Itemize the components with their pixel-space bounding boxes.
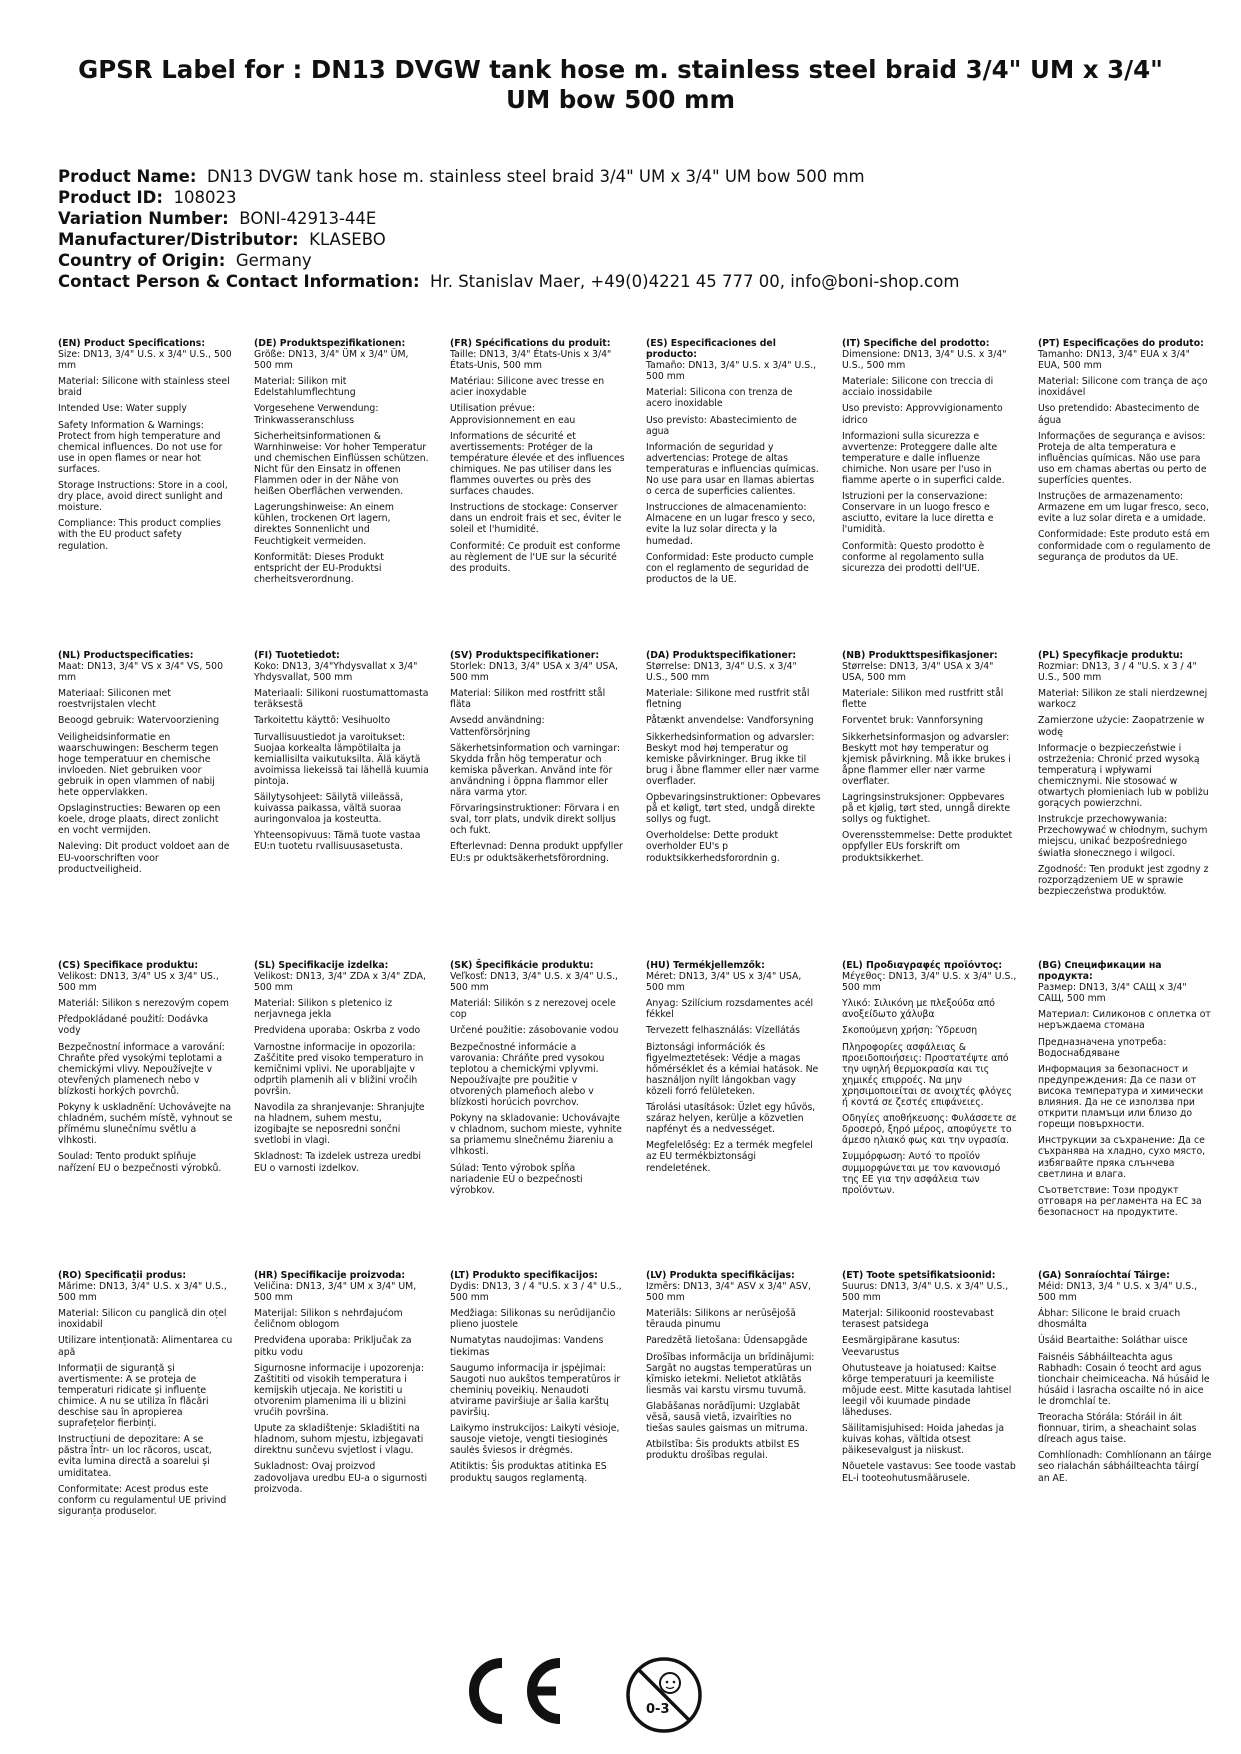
spec-line: Съответствие: Този продукт отговаря на регламента на ЕС за безопасност на продуктите. xyxy=(1038,1184,1202,1218)
spec-block-da xyxy=(646,650,821,864)
spec-heading: (HU) Termékjellemzők: xyxy=(646,960,765,971)
spec-line: Velikost: DN13, 3/4" ZDA x 3/4" ZDA, 500 mm xyxy=(254,971,426,994)
info-value: DN13 DVGW tank hose m. stainless steel braid 3/4" UM x 3/4" UM bow 500 mm xyxy=(206,167,865,186)
ce-mark-icon xyxy=(452,1655,567,1727)
spec-heading: (CS) Specifikace produktu: xyxy=(58,960,199,971)
spec-line: Treoracha Stórála: Stóráil in áit fionnuar, tirim, a sheachaint solas díreach agus taise. xyxy=(1038,1412,1197,1446)
spec-line: Material: Silikon med rostfritt stål fläta xyxy=(450,688,606,711)
spec-block-lt xyxy=(450,1270,625,1484)
spec-line: Předpokládané použití: Dodávka vody xyxy=(58,1014,209,1037)
spec-line: Paredzētā lietošana: Ūdensapgāde xyxy=(646,1335,808,1347)
spec-line: Tamaño: DN13, 3/4" U.S. x 3/4" U.S., 500 mm xyxy=(646,360,817,383)
spec-line: Tamanho: DN13, 3/4" EUA x 3/4" EUA, 500 mm xyxy=(1038,349,1190,372)
spec-block-bg xyxy=(1038,960,1213,1218)
spec-line: Atbilstība: Šis produkts atbilst ES produktu drošības regulai. xyxy=(646,1439,800,1462)
spec-block-en xyxy=(58,338,233,552)
spec-line: Pokyny na skladovanie: Uchovávajte v chladnom, suchom mieste, vyhnite sa priamemu slnečnému žiareniu a vlhkosti. xyxy=(450,1113,622,1158)
spec-line: Materiale: Silikon med rustfritt stål flette xyxy=(842,688,1004,711)
spec-heading: (PT) Especificações do produto: xyxy=(1038,338,1204,349)
spec-line: Material: Silicone with stainless steel braid xyxy=(58,376,230,399)
spec-line: Soulad: Tento produkt splňuje nařízení EU o bezpečnosti výrobků. xyxy=(58,1151,222,1174)
spec-line: Πληροφορίες ασφάλειας & προειδοποιήσεις: Προστατέψτε από την υψηλή θερμοκρασία και τις χημικές επιρροές. Να μην χρησιμοποιείται σε ανοιχτές φλόγες ή κοντά σε ζεστές επιφάνειες. xyxy=(842,1041,1012,1109)
spec-line: Velikost: DN13, 3/4" US x 3/4" US., 500 mm xyxy=(58,971,219,994)
spec-line: Instrukcje przechowywania: Przechowywać w chłodnym, suchym miejscu, unikać bezpośredniego światła słonecznego i wilgoci. xyxy=(1038,814,1208,859)
spec-line: Conformità: Questo prodotto è conforme al regolamento sulla sicurezza dei prodotti dell'UE. xyxy=(842,540,985,574)
spec-line: Medžiaga: Silikonas su nerūdijančio plieno juostele xyxy=(450,1308,616,1331)
spec-line: Μέγεθος: DN13, 3/4" U.S. x 3/4" U.S., 500 mm xyxy=(842,971,1017,994)
spec-line: Intended Use: Water supply xyxy=(58,403,187,415)
spec-line: Úsáid Beartaithe: Soláthar uisce xyxy=(1038,1335,1188,1347)
spec-line: Material: Silikon s pletenico iz nerjavnega jekla xyxy=(254,998,393,1021)
spec-line: Σκοπούμενη χρήση: Ύδρευση xyxy=(842,1025,978,1037)
spec-line: Materiaal: Siliconen met roestvrijstalen vlecht xyxy=(58,688,171,711)
spec-line: Materiál: Silikon s nerezovým copem xyxy=(58,998,229,1010)
spec-heading: (EN) Product Specifications: xyxy=(58,338,206,349)
not-for-children-0-3-icon xyxy=(624,1655,704,1735)
spec-heading: (GA) Sonraíochtaí Táirge: xyxy=(1038,1270,1170,1281)
info-value: Hr. Stanislav Maer, +49(0)4221 45 777 00, info@boni-shop.com xyxy=(430,272,960,291)
spec-line: Οδηγίες αποθήκευσης: Φυλάσσετε σε δροσερό, ξηρό μέρος, αποφύγετε το άμεσο ηλιακό φως και την υγρασία. xyxy=(842,1113,1017,1147)
spec-heading: (RO) Specificații produs: xyxy=(58,1270,187,1281)
spec-heading: (SK) Špecifikácie produktu: xyxy=(450,960,594,971)
spec-line: Veličina: DN13, 3/4" UM x 3/4" UM, 500 mm xyxy=(254,1281,417,1304)
spec-line: Tarkoitettu käyttö: Vesihuolto xyxy=(254,715,391,727)
spec-line: Atitiktis: Šis produktas atitinka ES produktų saugos reglamentą. xyxy=(450,1461,607,1484)
spec-line: Dydis: DN13, 3 / 4 "U.S. x 3 / 4" U.S., 500 mm xyxy=(450,1281,622,1304)
spec-line: Υλικό: Σιλικόνη με πλεξούδα από ανοξείδωτο χάλυβα xyxy=(842,998,995,1021)
spec-line: Súlad: Tento výrobok spĺňa nariadenie EÚ o bezpečnosti výrobkov. xyxy=(450,1162,583,1196)
spec-line: Conformité: Ce produit est conforme au règlement de l'UE sur la sécurité des produits. xyxy=(450,540,621,574)
info-value: KLASEBO xyxy=(309,230,386,249)
spec-line: Utilizare intenționată: Alimentarea cu apă xyxy=(58,1335,233,1358)
info-label: Manufacturer/Distributor: xyxy=(58,230,299,249)
spec-line: Conformidade: Este produto está em conformidade com o regulamento de segurança de produtos da UE. xyxy=(1038,529,1211,563)
spec-line: Veiligheidsinformatie en waarschuwingen: Bescherm tegen hoge temperatuur en chemische invloeden. Niet gebruiken voor gebruik in open vlammen of nabij hete oppervlakken. xyxy=(58,731,219,799)
spec-line: Material: Silicona con trenza de acero inoxidable xyxy=(646,387,793,410)
spec-line: Overensstemmelse: Dette produktet oppfyller EUs forskrift om produktsikkerhet. xyxy=(842,830,1013,864)
spec-line: Conformidad: Este producto cumple con el reglamento de seguridad de productos de la UE. xyxy=(646,551,814,585)
spec-line: Veľkosť: DN13, 3/4" U.S. x 3/4" U.S., 500 mm xyxy=(450,971,619,994)
spec-line: Zgodność: Ten produkt jest zgodny z rozporządzeniem UE w sprawie bezpieczeństwa produktów. xyxy=(1038,863,1209,897)
spec-line: Méid: DN13, 3/4 " U.S. x 3/4" U.S., 500 mm xyxy=(1038,1281,1198,1304)
spec-heading: (NB) Produkttspesifikasjoner: xyxy=(842,650,998,661)
info-row xyxy=(58,166,1188,187)
spec-block-fi xyxy=(254,650,429,853)
spec-line: Megfelelőség: Ez a termék megfelel az EU termékbiztonsági rendeletének. xyxy=(646,1140,813,1174)
spec-line: Určené použitie: zásobovanie vodou xyxy=(450,1025,619,1037)
label-title: GPSR Label for : DN13 DVGW tank hose m. stainless steel braid 3/4" UM x 3/4" UM bow 500 mm xyxy=(78,55,1163,114)
spec-line: Инструкции за съхранение: Да се съхранява на хладно, сухо място, избягвайте пряка слънчева светлина и влага. xyxy=(1038,1135,1206,1180)
spec-line: Lagerungshinweise: An einem kühlen, trockenen Ort lagern, direktes Sonnenlicht und Feuchtigkeit vermeiden. xyxy=(254,502,394,547)
spec-heading: (LT) Produkto specifikacijos: xyxy=(450,1270,598,1281)
spec-heading: (IT) Specifiche del prodotto: xyxy=(842,338,990,349)
info-value: BONI-42913-44E xyxy=(239,209,377,228)
spec-line: Material: Silikon mit Edelstahlumflechtung xyxy=(254,376,356,399)
spec-line: Materiał: Silikon ze stali nierdzewnej warkocz xyxy=(1038,688,1208,711)
spec-line: Drošības informācija un brīdinājumi: Sargāt no augstas temperatūras un ķīmisko ietekmi. Nelietot atklātās liesmās vai karstu virsmu tuvumā. xyxy=(646,1351,815,1396)
spec-line: Förvaringsinstruktioner: Förvara i en sval, torr plats, undvik direkt solljus och fukt. xyxy=(450,803,620,837)
spec-line: Utilisation prévue: Approvisionnement en eau xyxy=(450,403,576,426)
info-row xyxy=(58,250,1188,271)
spec-line: Dimensione: DN13, 3/4" U.S. x 3/4" U.S., 500 mm xyxy=(842,349,1007,372)
spec-heading: (SV) Produktspecifikationer: xyxy=(450,650,600,661)
spec-line: Avsedd användning: Vattenförsörjning xyxy=(450,715,545,738)
spec-line: Upute za skladištenje: Skladištiti na hladnom, suhom mjestu, izbjegavati direktnu sunčevu svjetlost i vlagu. xyxy=(254,1423,424,1457)
spec-line: Maat: DN13, 3/4" VS x 3/4" VS, 500 mm xyxy=(58,661,223,684)
spec-line: Efterlevnad: Denna produkt uppfyller EU:s pr oduktsäkerhetsförordning. xyxy=(450,841,623,864)
spec-heading: (FI) Tuotetiedot: xyxy=(254,650,340,661)
spec-line: Opbevaringsinstruktioner: Opbevares på et køligt, tørt sted, undgå direkte sollys og fugt. xyxy=(646,792,821,826)
info-label: Product ID: xyxy=(58,188,163,207)
spec-line: Predvidena uporaba: Oskrba z vodo xyxy=(254,1025,421,1037)
spec-line: Conformitate: Acest produs este conform cu regulamentul UE privind siguranța produselor. xyxy=(58,1483,227,1517)
spec-line: Størrelse: DN13, 3/4" USA x 3/4" USA, 500 mm xyxy=(842,661,994,684)
spec-line: Turvallisuustiedot ja varoitukset: Suojaa korkealta lämpötilalta ja kemiallisilta vaikutuksilta. Älä käytä avoimissa liekeissä tai lähellä kuumia pintoja. xyxy=(254,731,429,787)
spec-line: Material: Silicon cu panglică din oțel inoxidabil xyxy=(58,1308,227,1331)
spec-line: Bezpečnostní informace a varování: Chraňte před vysokými teplotami a chemickými vlivy. Nepoužívejte v otevřených plamenech nebo v blízkosti horkých povrchů. xyxy=(58,1041,225,1097)
spec-block-fr xyxy=(450,338,625,574)
spec-heading: (DE) Produktspezifikationen: xyxy=(254,338,406,349)
spec-line: Uso pretendido: Abastecimento de água xyxy=(1038,403,1200,426)
spec-line: Informations de sécurité et avertissements: Protéger de la température élevée et des influences chimiques. Ne pas utiliser dans les flammes ouvertes ou près des surfaces chaudes. xyxy=(450,430,625,498)
spec-line: Overholdelse: Dette produkt overholder EU's p roduktsikkerhedsforordnin g. xyxy=(646,830,780,864)
spec-line: Materiaali: Silikoni ruostumattomasta teräksestä xyxy=(254,688,429,711)
info-value: Germany xyxy=(235,251,312,270)
spec-heading: (ES) Especificaciones del producto: xyxy=(646,338,776,361)
spec-line: Comhlíonadh: Comhlíonann an táirge seo rialachán sábháilteachta táirgí an AE. xyxy=(1038,1450,1212,1484)
spec-block-sv xyxy=(450,650,625,864)
spec-block-sl xyxy=(254,960,429,1174)
certification-marks xyxy=(0,1655,1241,1735)
spec-line: Säkerhetsinformation och varningar: Skydda från hög temperatur och kemiska påverkan. Använd inte för användning i öppna flammor eller nära varma ytor. xyxy=(450,742,621,799)
spec-block-pt xyxy=(1038,338,1213,563)
spec-line: Istruzioni per la conservazione: Conservare in un luogo fresco e asciutto, evitare la luce diretta e l'umidità. xyxy=(842,491,994,536)
spec-line: Размер: DN13, 3/4" САЩ x 3/4" САЩ, 500 mm xyxy=(1038,982,1187,1005)
spec-line: Matériau: Silicone avec tresse en acier inoxydable xyxy=(450,376,605,399)
spec-block-sk xyxy=(450,960,625,1196)
spec-line: Instruções de armazenamento: Armazene em um lugar fresco, seco, evite a luz solar direta e a umidade. xyxy=(1038,491,1209,525)
spec-heading: (PL) Specyfikacje produktu: xyxy=(1038,650,1184,661)
spec-line: Säilytysohjeet: Säilytä viileässä, kuivassa paikassa, vältä suoraa auringonvaloa ja kosteutta. xyxy=(254,792,404,826)
spec-line: Compliance: This product complies with the EU product safety regulation. xyxy=(58,518,221,552)
spec-line: Materiale: Silikone med rustfrit stål fletning xyxy=(646,688,810,711)
spec-line: Uso previsto: Abastecimiento de agua xyxy=(646,414,797,437)
spec-block-de xyxy=(254,338,429,585)
spec-line: Materiāls: Silikons ar nerūsējošā tērauda pinumu xyxy=(646,1308,796,1331)
spec-line: Konformität: Dieses Produkt entspricht der EU-Produktsi cherheitsverordnung. xyxy=(254,551,384,585)
info-label: Contact Person & Contact Information: xyxy=(58,272,420,291)
spec-line: Predviđena uporaba: Priključak za pitku vodu xyxy=(254,1335,412,1358)
spec-block-lv xyxy=(646,1270,821,1461)
spec-line: Materiál: Silikón s z nerezovej ocele cop xyxy=(450,998,616,1021)
spec-line: Предназначена употреба: Водоснабдяване xyxy=(1038,1036,1167,1059)
spec-heading: (BG) Спецификации на продукта: xyxy=(1038,960,1162,983)
spec-heading: (NL) Productspecificaties: xyxy=(58,650,194,661)
product-info xyxy=(58,166,1188,292)
spec-line: Größe: DN13, 3/4" ÜM x 3/4" ÜM, 500 mm xyxy=(254,349,409,372)
info-row xyxy=(58,229,1188,250)
spec-block-es xyxy=(646,338,821,585)
spec-heading: (LV) Produkta specifikācijas: xyxy=(646,1270,795,1281)
spec-block-ro xyxy=(58,1270,233,1517)
spec-line: Sigurnosne informacije i upozorenja: Zaštititi od visokih temperatura i kemijskih utjecaja. Ne koristiti u otvorenim plamenima ili u blizini vrućih površina. xyxy=(254,1362,424,1419)
spec-line: Vorgesehene Verwendung: Trinkwasseranschluss xyxy=(254,403,379,426)
spec-line: Izmērs: DN13, 3/4" ASV x 3/4" ASV, 500 mm xyxy=(646,1281,812,1304)
info-label: Product Name: xyxy=(58,167,197,186)
spec-heading: (SL) Specifikacije izdelka: xyxy=(254,960,389,971)
spec-line: Информация за безопасност и предупреждения: Да се пази от висока температура и химически влияния. Да не се използва при открити пламъци или близо до горещи повърхности. xyxy=(1038,1063,1204,1131)
spec-line: Laikymo instrukcijos: Laikyti vėsioje, sausoje vietoje, vengti tiesioginės saulės šviesos ir drėgmės. xyxy=(450,1423,620,1457)
spec-block-cs xyxy=(58,960,233,1174)
spec-line: Naleving: Dit product voldoet aan de EU-voorschriften voor productveiligheid. xyxy=(58,841,230,875)
spec-line: Συμμόρφωση: Αυτό το προϊόν συμμορφώνεται με τον κανονισμό της ΕΕ για την ασφάλεια των προϊόντων. xyxy=(842,1151,1001,1196)
spec-line: Pokyny k uskladnění: Uchovávejte na chladném, suchém místě, vyhnout se přímému slunečnímu světlu a vlhkosti. xyxy=(58,1102,233,1147)
spec-block-it xyxy=(842,338,1017,574)
spec-line: Beoogd gebruik: Watervoorziening xyxy=(58,715,220,727)
spec-line: Påtænkt anvendelse: Vandforsyning xyxy=(646,715,814,727)
spec-block-et xyxy=(842,1270,1017,1484)
spec-line: Méret: DN13, 3/4" US x 3/4" USA, 500 mm xyxy=(646,971,802,994)
spec-line: Opslaginstructies: Bewaren op een koele, droge plaats, direct zonlicht en vocht vermijden. xyxy=(58,803,221,837)
spec-line: Zamierzone użycie: Zaopatrzenie w wodę xyxy=(1038,715,1205,738)
info-row xyxy=(58,187,1188,208)
spec-line: Anyag: Szilícium rozsdamentes acél fékkel xyxy=(646,998,814,1021)
spec-block-el xyxy=(842,960,1017,1196)
info-label: Variation Number: xyxy=(58,209,229,228)
spec-line: Glabāšanas norādījumi: Uzglabāt vēsā, sausā vietā, izvairīties no tiešas saules gaismas un mitruma. xyxy=(646,1400,808,1435)
spec-line: Informações de segurança e avisos: Proteja de alta temperatura e influências químicas. Não use para uso em chamas abertas ou perto de superfícies quentes. xyxy=(1038,430,1207,487)
spec-line: Storage Instructions: Store in a cool, dry place, avoid direct sunlight and moisture. xyxy=(58,480,228,514)
spec-line: Storlek: DN13, 3/4" USA x 3/4" USA, 500 mm xyxy=(450,661,618,684)
spec-heading: (HR) Specifikacije proizvoda: xyxy=(254,1270,406,1281)
spec-line: Eesmärgipärane kasutus: Veevarustus xyxy=(842,1335,961,1358)
spec-line: Uso previsto: Approvvigionamento idrico xyxy=(842,403,1003,426)
spec-line: Suurus: DN13, 3/4" U.S. x 3/4" U.S., 500 mm xyxy=(842,1281,1009,1304)
spec-line: Material: Silicone com trança de aço inoxidável xyxy=(1038,376,1208,399)
spec-block-ga xyxy=(1038,1270,1213,1484)
spec-line: Taille: DN13, 3/4" États-Unis x 3/4" États-Unis, 500 mm xyxy=(450,349,612,372)
spec-block-nb xyxy=(842,650,1017,864)
spec-line: Safety Information & Warnings: Protect from high temperature and chemical influences. Do not use for use in open flames or near hot surfaces. xyxy=(58,419,223,475)
spec-line: Tervezett felhasználás: Vízellátás xyxy=(646,1025,800,1037)
spec-line: Säilitamisjuhised: Hoida jahedas ja kuivas kohas, vältida otsest päikesevalgust ja niiskust. xyxy=(842,1423,1005,1457)
spec-line: Materijal: Silikon s nehrđajućom čeličnom oblogom xyxy=(254,1308,403,1331)
spec-line: Материал: Силиконов с оплетка от неръждаема стомана xyxy=(1038,1009,1211,1032)
spec-line: Saugumo informacija ir įspėjimai: Saugoti nuo aukštos temperatūros ir cheminių poveikių. Nenaudoti atvirame paviršiuje ar šalia karštų paviršių. xyxy=(450,1362,621,1419)
spec-line: Materjal: Silikoonid roostevabast terasest patsidega xyxy=(842,1308,994,1331)
spec-line: Forventet bruk: Vannforsyning xyxy=(842,715,984,727)
spec-line: Size: DN13, 3/4" U.S. x 3/4" U.S., 500 mm xyxy=(58,349,232,372)
spec-line: Informacje o bezpieczeństwie i ostrzeżenia: Chronić przed wysoką temperaturą i wpływami chemicznymi. Nie stosować w otwartych płomieniach lub w pobliżu gorących powierzchni. xyxy=(1038,742,1209,810)
spec-line: Ábhar: Silicone le braid cruach dhosmálta xyxy=(1038,1308,1181,1331)
spec-line: Mărime: DN13, 3/4" U.S. x 3/4" U.S., 500 mm xyxy=(58,1281,227,1304)
spec-heading: (FR) Spécifications du produit: xyxy=(450,338,611,349)
spec-heading: (ET) Toote spetsifikatsioonid: xyxy=(842,1270,996,1281)
spec-line: Materiale: Silicone con treccia di acciaio inossidabile xyxy=(842,376,994,399)
spec-line: Instructions de stockage: Conserver dans un endroit frais et sec, éviter le soleil et l'humidité. xyxy=(450,502,622,536)
info-label: Country of Origin: xyxy=(58,251,226,270)
spec-line: Skladnost: Ta izdelek ustreza uredbi EU o varnosti izdelkov. xyxy=(254,1151,422,1174)
spec-heading: (EL) Προδιαγραφές προϊόντος: xyxy=(842,960,1003,971)
spec-block-nl xyxy=(58,650,233,875)
spec-line: Sicherheitsinformationen & Warnhinweise: Vor hoher Temperatur und chemischen Einflüssen schützen. Nicht für den Einsatz in offenen Flammen oder in der Nähe von heißen Oberflächen verwenden. xyxy=(254,430,429,498)
spec-line: Sikkerhetsinformasjon og advarsler: Beskytt mot høy temperatur og kjemisk påvirkning. Må ikke brukes i åpne flammer eller nær varme overflater. xyxy=(842,731,1011,787)
spec-line: Instrucciones de almacenamiento: Almacene en un lugar fresco y seco, evite la luz solar directa y la humedad. xyxy=(646,502,816,547)
spec-line: Størrelse: DN13, 3/4" U.S. x 3/4" U.S., 500 mm xyxy=(646,661,797,684)
spec-line: Sukladnost: Ovaj proizvod zadovoljava uredbu EU-a o sigurnosti proizvoda. xyxy=(254,1461,428,1495)
spec-line: Rozmiar: DN13, 3 / 4 "U.S. x 3 / 4" U.S., 500 mm xyxy=(1038,661,1197,684)
age-range-text: 0-3 xyxy=(646,1702,670,1717)
spec-block-pl xyxy=(1038,650,1213,897)
spec-line: Numatytas naudojimas: Vandens tiekimas xyxy=(450,1335,604,1358)
info-row xyxy=(58,271,1188,292)
info-row xyxy=(58,208,1188,229)
spec-line: Navodila za shranjevanje: Shranjujte na hladnem, suhem mestu, izogibajte se neposredni sončni svetlobi in vlagi. xyxy=(254,1102,425,1147)
spec-line: Información de seguridad y advertencias: Protege de altas temperaturas e influencias químicas. No use para usar en llamas abiertas o cerca de superficies calientes. xyxy=(646,441,819,498)
spec-line: Instrucțiuni de depozitare: A se păstra într- un loc răcoros, uscat, evita lumina directă a soarelui și umiditatea. xyxy=(58,1434,212,1479)
spec-block-hr xyxy=(254,1270,429,1495)
spec-line: Tárolási utasítások: Üzlet egy hűvös, száraz helyen, kerülje a közvetlen napfényt és a nedvességet. xyxy=(646,1102,816,1136)
spec-line: Ohutusteave ja hoiatused: Kaitse kõrge temperatuuri ja keemiliste mõjude eest. Mitte kasutada lahtisel leegil või kuumade pindade läheduses. xyxy=(842,1362,1012,1419)
info-value: 108023 xyxy=(173,188,237,207)
spec-line: Biztonsági információk és figyelmeztetések: Védje a magas hőmérséklet és a kémiai hatások. Ne használjon nyílt lángokban vagy közeli forró felületeken. xyxy=(646,1041,819,1097)
spec-line: Faisnéis Sábháilteachta agus Rabhadh: Cosain ó teocht ard agus tionchair cheimiceacha. Ná húsáid le húsáid i lasracha oscailte nó in aice le dromchlaí te. xyxy=(1038,1351,1210,1407)
spec-line: Informații de siguranță și avertismente: A se proteja de temperaturi ridicate și influențe chimice. A nu se utiliza în flăcări deschise sau în apropierea suprafețelor fierbinți. xyxy=(58,1362,209,1430)
spec-block-hu xyxy=(646,960,821,1174)
spec-line: Bezpečnostné informácie a varovania: Chráňte pred vysokou teplotou a chemickými vplyvmi. Nepoužívajte pre použitie v otvorených plameňoch alebo v blízkosti horúcich povrchov. xyxy=(450,1041,605,1109)
spec-line: Yhteensopivuus: Tämä tuote vastaa EU:n tuotetu rvallisuusasetusta. xyxy=(254,830,421,853)
spec-heading: (DA) Produktspecifikationer: xyxy=(646,650,797,661)
spec-line: Koko: DN13, 3/4"Yhdysvallat x 3/4" Yhdysvallat, 500 mm xyxy=(254,661,418,684)
spec-line: Informazioni sulla sicurezza e avvertenze: Proteggere dalle alte temperature e dalle influenze chimiche. Non usare per l'uso in fiamme aperte o in superfici calde. xyxy=(842,430,1005,487)
spec-line: Sikkerhedsinformation og advarsler: Beskyt mod høj temperatur og kemiske påvirkninger. Brug ikke til brug i åbne flammer eller nær varme overflader. xyxy=(646,731,820,787)
spec-line: Lagringsinstruksjoner: Oppbevares på et kjølig, tørt sted, unngå direkte sollys og fuktighet. xyxy=(842,792,1011,826)
spec-line: Varnostne informacije in opozorila: Zaščitite pred visoko temperaturo in kemičnimi vplivi. Ne uporabljajte v odprtih plamenih ali v bližini vročih površin. xyxy=(254,1041,424,1097)
spec-line: Nõuetele vastavus: See toode vastab EL-i tooteohutusmäärusele. xyxy=(842,1461,1016,1484)
